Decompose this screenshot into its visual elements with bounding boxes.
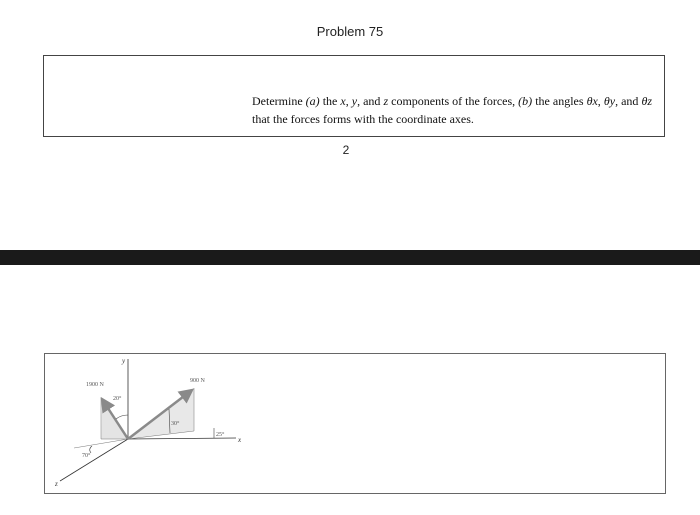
angle-label-70: 70° xyxy=(82,453,91,459)
x-axis-line xyxy=(128,438,236,439)
force-label-1900: 1900 N xyxy=(86,382,104,388)
problem-statement: Determine (a) the x, y, and z components of the forces, (b) the angles θx, θy, and θz that the forces forms with the coordinate axes. xyxy=(252,94,653,126)
page-separator-bar xyxy=(0,250,700,265)
force-diagram xyxy=(44,353,666,494)
angle-label-30: 30° xyxy=(171,421,180,427)
helper-line-70deg xyxy=(74,439,128,448)
axis-label-x: x xyxy=(238,436,242,444)
angle-label-25: 25° xyxy=(216,432,225,438)
axis-label-y: y xyxy=(122,357,126,365)
force-label-900: 900 N xyxy=(190,378,205,384)
z-axis-line xyxy=(60,439,128,481)
angle-arc-20 xyxy=(116,415,128,419)
angle-arc-70 xyxy=(90,446,92,453)
angle-label-20: 20° xyxy=(113,396,122,402)
page-title: Problem 75 xyxy=(316,24,384,39)
axis-label-z: z xyxy=(55,480,58,488)
page-number: 2 xyxy=(342,143,350,157)
